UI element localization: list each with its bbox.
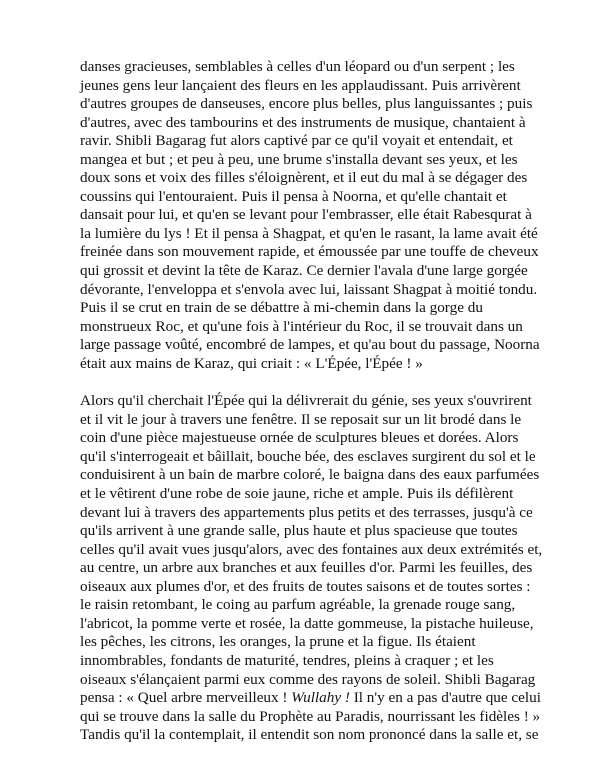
text-line: dévorante, l'enveloppa et s'envola avec lui, laissant Shagpat à moitié tondu. [80, 280, 538, 298]
text-line: danses gracieuses, semblables à celles d'un léopard ou d'un serpent ; les [80, 58, 515, 75]
text-line: le raisin retombant, le coing au parfum agréable, la grenade rouge sang, [80, 596, 516, 614]
text-line: freinée dans son mouvement rapide, et émoussée par une touffe de cheveux [80, 243, 539, 261]
text-line: jeunes gens leur lançaient des fleurs en les applaudissant. Puis arrivèrent [80, 76, 521, 94]
text-line: qui grossit et devint la tête de Karaz. Ce dernier l'avala d'une large gorgée [80, 262, 528, 280]
text-line-with-italic [80, 689, 541, 708]
paragraph-gap [80, 373, 530, 392]
text-line: large passage voûté, encombré de lampes, et qu'au bout du passage, Noorna [80, 336, 540, 354]
text-line: coussins qui l'entouraient. Puis il pensa à Noorna, et qu'elle chantait et [80, 187, 507, 205]
text-line: conduisirent à un bain de marbre coloré, le baigna dans des eaux parfumées [80, 466, 540, 484]
text-line: ravir. Shibli Bagarag fut alors captivé par ce qu'il voyait et entendait, et [80, 132, 513, 150]
text-line: au centre, un arbre aux branches et aux feuilles d'or. Parmi les feuilles, des [80, 559, 533, 577]
paragraph-2 [80, 392, 543, 744]
text-line: celles qu'il avait vues jusqu'alors, avec des fontaines aux deux extrémités et, [80, 540, 543, 558]
text-line: doux sons et voix des filles s'éloignèrent, et il eut du mal à se dégager des [80, 169, 528, 187]
text-line: Alors qu'il cherchait l'Épée qui la délivrerait du génie, ses yeux s'ouvrirent [80, 392, 532, 410]
text-line: était aux mains de Karaz, qui criait : « L'Épée, l'Épée ! » [80, 354, 423, 372]
italic-exclamation: Wullahy ! [291, 689, 350, 707]
text-line: oiseaux s'élançaient parmi eux comme des rayons de soleil. Shibli Bagarag [80, 670, 536, 688]
text-line: qu'il s'interrogeait et bâillait, bouche bée, des esclaves surgirent du sol et le [80, 447, 536, 465]
text-segment: Il n'y en a pas d'autre que celui [349, 689, 541, 707]
text-line: dansait pour lui, et qu'en se levant pour l'embrasser, elle était Rabesqurat à [80, 206, 532, 224]
text-line: d'autres groupes de danseuses, encore plus belles, plus languissantes ; puis [80, 95, 533, 113]
text-line: Tandis qu'il la contemplait, il entendit son nom prononcé dans la salle et, se [80, 726, 539, 744]
text-line: qu'ils arrivent à une grande salle, plus haute et plus spacieuse que toutes [80, 522, 518, 540]
text-line: coin d'une pièce majestueuse ornée de sculptures bleues et dorées. Alors [80, 429, 519, 447]
text-line: monstrueux Roc, et qu'une fois à l'intérieur du Roc, il se trouvait dans un [80, 317, 523, 335]
text-line: devant lui à travers des appartements plus petits et des terrasses, jusqu'à ce [80, 503, 533, 521]
text-line: Puis il se crut en train de se débattre à mi-chemin dans la gorge du [80, 299, 483, 317]
text-line: l'abricot, la pomme verte et rosée, la datte gommeuse, la pistache huileuse, [80, 614, 534, 632]
text-line: mangea et but ; et peu à peu, une brume s'installa devant ses yeux, et les [80, 150, 518, 168]
text-line: qui se trouve dans la salle du Prophète au Paradis, nourrissant les fidèles ! » [80, 707, 541, 725]
text-segment: pensa : « Quel arbre merveilleux ! [80, 689, 292, 707]
text-line: et le vêtirent d'une robe de soie jaune, riche et ample. Puis ils défilèrent [80, 485, 514, 503]
text-line: innombrables, fondants de maturité, tendres, pleins à craquer ; et les [80, 651, 494, 669]
paragraph-1 [80, 58, 540, 373]
text-line: et il vit le jour à travers une fenêtre. Il se reposait sur un lit brodé dans le [80, 410, 522, 428]
text-line: d'autres, avec des tambourins et des instruments de musique, chantaient à [80, 113, 526, 131]
text-line: oiseaux aux plumes d'or, et des fruits de toutes saisons et de toutes sortes : [80, 577, 531, 595]
document-page [80, 58, 543, 745]
text-line: les pêches, les citrons, les oranges, la prune et la figue. Ils étaient [80, 633, 476, 651]
text-line: la lumière du lys ! Et il pensa à Shagpat, et qu'en le rasant, la lame avait été [80, 224, 538, 242]
